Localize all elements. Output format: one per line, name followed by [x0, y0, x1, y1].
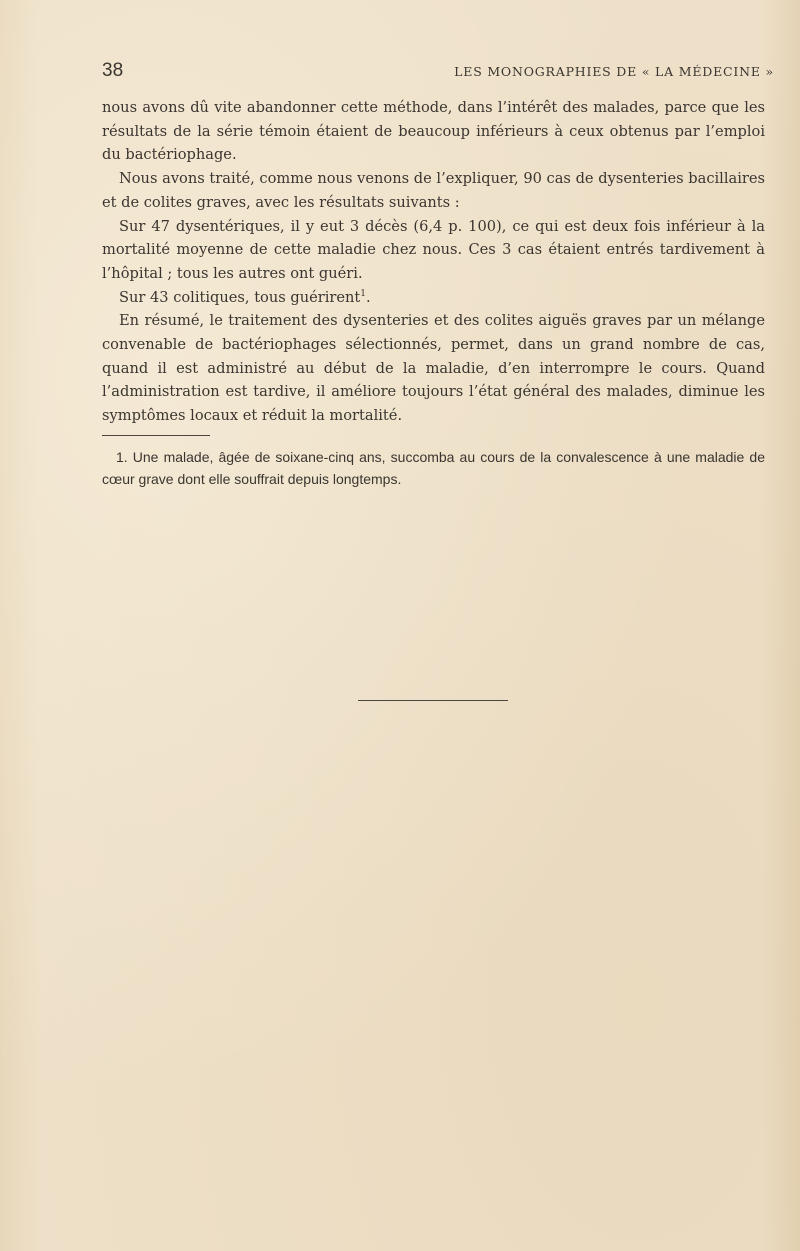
- paragraph-4: [102, 286, 765, 310]
- section-end-rule: [358, 700, 508, 701]
- page-header: [102, 60, 774, 84]
- paragraph-2: Nous avons traité, comme nous venons de l’expliquer, 90 cas de dysenteries bacillaires et de colites graves, avec les résultats suivants :: [102, 170, 765, 211]
- paragraph-4-text: Sur 43 colitiques, tous guérirent: [119, 288, 361, 306]
- footnote-reference: 1: [360, 288, 367, 299]
- paragraph-5: En résumé, le traitement des dysenteries et des colites aiguës graves par un mélange convenable de bactériophages sélectionnés, permet, dans un grand nombre de cas, quand il est administré au début de la maladie, d’en interrompre le cours. Quand l’administration est tardive, il améliore toujours l’état général des malades, diminue les symptômes locaux et réduit la mortalité.: [102, 312, 765, 425]
- footnote-number: 1: [116, 449, 124, 465]
- footnote: [102, 446, 765, 490]
- running-title: LES MONOGRAPHIES DE « LA MÉDECINE »: [454, 64, 774, 79]
- body-text: [102, 96, 765, 428]
- footnote-text: . Une malade, âgée de soixane-cinq ans, succomba au cours de la convalescence à une maladie de cœur grave dont elle souffrait depuis longtemps.: [102, 449, 765, 487]
- paragraph-1: nous avons dû vite abandonner cette méthode, dans l’intérêt des malades, parce que les résultats de la série témoin étaient de beaucoup inférieurs à ceux obtenus par l’emploi du bactériophage.: [102, 99, 765, 164]
- footnote-separator: [102, 435, 210, 436]
- page-number: 38: [102, 60, 124, 81]
- paragraph-4-end: .: [366, 288, 371, 306]
- paragraph-3: Sur 47 dysentériques, il y eut 3 décès (6,4 p. 100), ce qui est deux fois inférieur à la mortalité moyenne de cette maladie chez nous. Ces 3 cas étaient entrés tardivement à l’hôpital ; tous les autres ont guéri.: [102, 217, 765, 282]
